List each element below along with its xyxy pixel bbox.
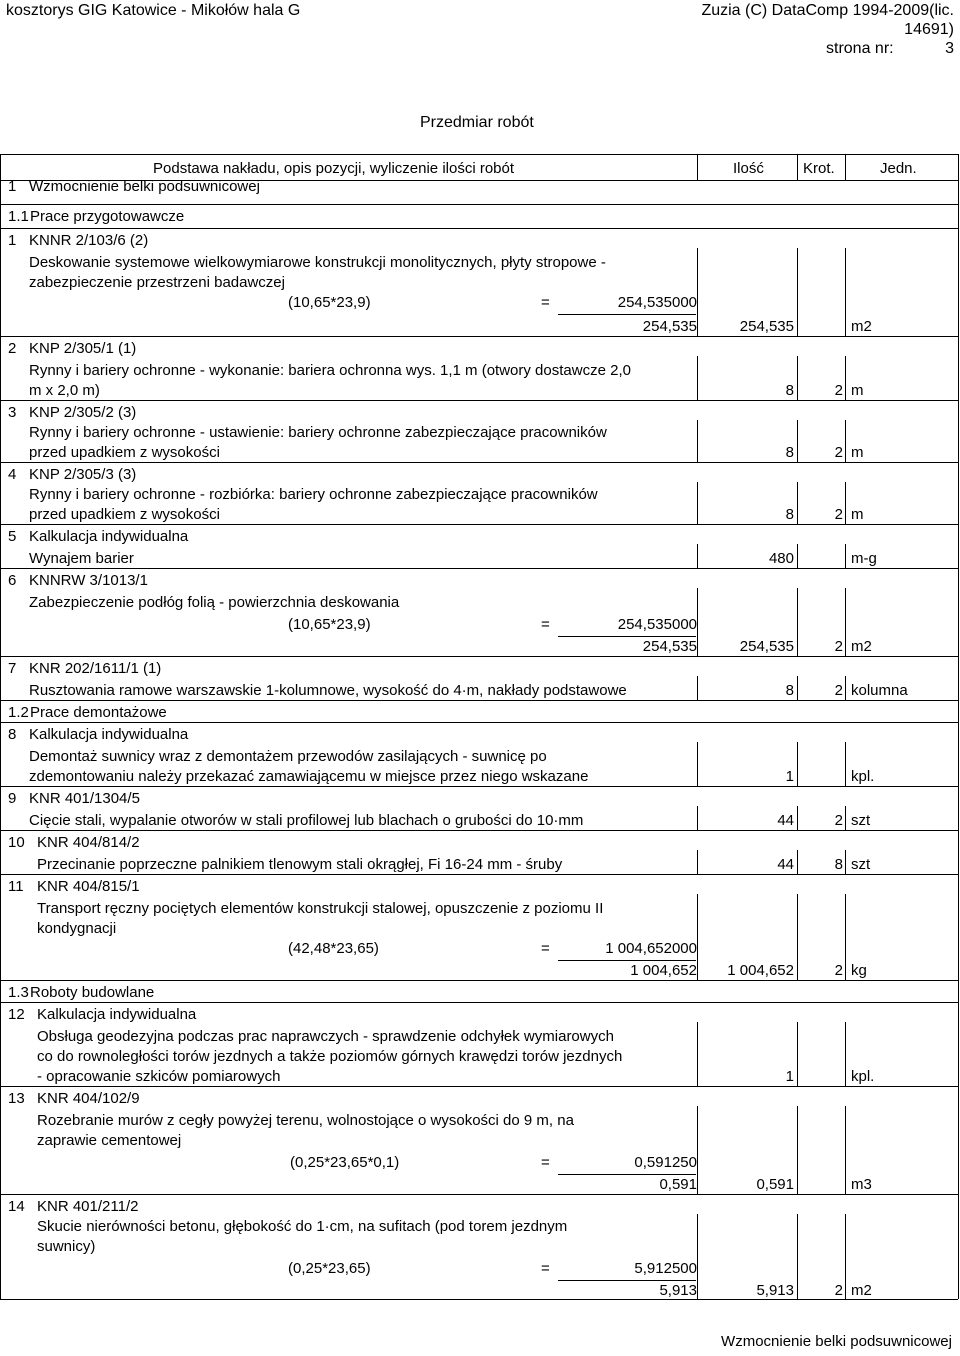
item-number: 2 [8,340,17,357]
item-description: przed upadkiem z wysokości [29,506,220,523]
item-description: Deskowanie systemowe wielkowymiarowe konstrukcji monolitycznych, płyty stropowe - [29,254,606,271]
subtotal-value: 5,913 [659,1282,697,1299]
rule-line [845,420,846,462]
calc-value: 5,912500 [634,1260,697,1277]
rule-line [697,248,698,336]
quantity-value: 0,591 [756,1176,794,1193]
rule-line [0,830,958,831]
rule-line [845,894,846,980]
rule-line [0,786,958,787]
calc-formula: (0,25*23,65*0,1) [290,1154,400,1171]
rule-line [0,874,958,875]
rule-line [697,1214,698,1299]
item-description: Rusztowania ramowe warszawskie 1-kolumnowe, wysokość do 4·m, nakłady podstawowe [29,682,627,699]
rule-line [797,676,798,700]
unit-value: kolumna [851,682,908,699]
rule-line [558,1280,696,1281]
calc-equals: = [541,1154,550,1171]
section-title: Prace przygotowawcze [30,208,185,225]
calc-value: 1 004,652000 [605,940,697,957]
item-description: suwnicy) [37,1238,96,1255]
rule-line [0,524,958,525]
item-description: zaprawie cementowej [37,1132,182,1149]
quantity-value: 8 [785,682,794,699]
quantity-value: 1 004,652 [727,962,794,979]
item-description: przed upadkiem z wysokości [29,444,220,461]
rule-line [797,588,798,656]
item-description: Rynny i bariery ochronne - wykonanie: bariera ochronna wys. 1,1 m (otwory dostawcze 2,0 [29,362,631,379]
rule-line [558,636,696,637]
rule-line [797,544,798,568]
rule-line [845,742,846,786]
item-basis: KNR 404/814/2 [37,834,140,851]
rule-line [697,356,698,400]
unit-value: kpl. [851,768,875,785]
multiplier-value: 2 [834,382,843,399]
item-number: 3 [8,404,17,421]
section-number: 1.3 [8,984,29,1001]
quantity-value: 44 [777,856,794,873]
item-basis: KNP 2/305/3 (3) [29,466,137,483]
item-description: Transport ręczny pociętych elementów konstrukcji stalowej, opuszczenie z poziomu II [37,900,604,917]
section-title: Roboty budowlane [30,984,155,1001]
page-number: 3 [945,40,954,57]
rule-line [845,850,846,874]
header-license: Zuzia (C) DataComp 1994-2009(lic. [701,2,954,19]
rule-line [845,588,846,656]
rule-line [0,656,958,657]
item-basis: KNNRW 3/1013/1 [29,572,148,589]
column-header-description: Podstawa nakładu, opis pozycji, wyliczenie ilości robót [153,160,515,177]
rule-line [697,894,698,980]
calc-equals: = [541,616,550,633]
rule-line [845,1214,846,1299]
calc-formula: (0,25*23,65) [288,1260,371,1277]
calc-formula: (10,65*23,9) [288,616,371,633]
unit-value: m2 [851,638,872,655]
multiplier-value: 2 [834,682,843,699]
header-doc-title: kosztorys GIG Katowice - Mikołów hala G [6,2,301,19]
rule-line [845,356,846,400]
item-description: Cięcie stali, wypalanie otworów w stali profilowej lub blachach o grubości do 10·mm [29,812,584,829]
item-description: Skucie nierówności betonu, głębokość do 1·cm, na sufitach (pod torem jezdnym [37,1218,568,1235]
rule-line [697,742,698,786]
rule-line [797,806,798,830]
rule-line [697,588,698,656]
subtotal-value: 254,535 [642,318,697,335]
rule-line [797,248,798,336]
rule-line [697,850,698,874]
quantity-value: 480 [768,550,794,567]
calc-equals: = [541,1260,550,1277]
item-number: 14 [8,1198,25,1215]
section-title: Prace demontażowe [30,704,167,721]
calc-equals: = [541,940,550,957]
multiplier-value: 2 [834,638,843,655]
quantity-value: 1 [785,768,794,785]
item-description: - opracowanie szkiców pomiarowych [37,1068,281,1085]
rule-line [845,248,846,336]
multiplier-value: 2 [834,1282,843,1299]
item-description: Rynny i bariery ochronne - rozbiórka: bariery ochronne zabezpieczające pracowników [29,486,598,503]
item-description: zdemontowaniu należy przekazać zamawiającemu w miejsce przez niego wskazane [29,768,589,785]
item-description: Przecinanie poprzeczne palnikiem tlenowym stali okrągłej, Fi 16-24 mm - śruby [37,856,563,873]
rule-line [0,700,958,701]
item-basis: KNNR 2/103/6 (2) [29,232,149,249]
item-basis: KNR 404/815/1 [37,878,140,895]
rule-line [797,356,798,400]
item-number: 11 [8,878,24,895]
rule-line [797,1106,798,1194]
item-number: 5 [8,528,17,545]
page-footer: Wzmocnienie belki podsuwnicowej [721,1333,952,1350]
item-number: 6 [8,572,17,589]
rule-line [697,806,698,830]
subtotal-value: 254,535 [642,638,697,655]
rule-line [797,482,798,524]
item-basis: KNP 2/305/2 (3) [29,404,137,421]
rule-line [0,204,958,205]
rule-line [0,400,958,401]
rule-line [0,722,958,723]
subtotal-value: 1 004,652 [630,962,697,979]
column-header-krot: Krot. [803,160,835,177]
item-basis: Kalkulacja indywidualna [37,1006,197,1023]
calc-equals: = [541,294,550,311]
rule-line [797,850,798,874]
unit-value: kpl. [851,1068,875,1085]
rule-line [558,314,696,315]
rule-line [0,1086,958,1087]
rule-line [797,1214,798,1299]
multiplier-value: 2 [834,444,843,461]
item-basis: Kalkulacja indywidualna [29,726,189,743]
item-number: 4 [8,466,17,483]
calc-value: 254,535000 [617,294,697,311]
calc-formula: (42,48*23,65) [288,940,379,957]
item-number: 1 [8,232,17,249]
item-description: Demontaż suwnicy wraz z demontażem przewodów zasilających - suwnicę po [29,748,547,765]
unit-value: m2 [851,318,872,335]
quantity-value: 8 [785,444,794,461]
rule-line [697,544,698,568]
rule-line [0,1194,958,1195]
item-description: m x 2,0 m) [29,382,100,399]
unit-value: szt [851,812,871,829]
rule-line [845,676,846,700]
multiplier-value: 2 [834,962,843,979]
rule-line [0,462,958,463]
item-description: Obsługa geodezyjna podczas prac naprawczych - sprawdzenie odchyłek wymiarowych [37,1028,614,1045]
calc-value: 0,591250 [634,1154,697,1171]
item-basis: Wzmocnienie belki podsuwnicowej [29,178,260,195]
section-number: 1.2 [8,704,29,721]
page-number-label: strona nr: [826,40,894,57]
item-basis: KNP 2/305/1 (1) [29,340,137,357]
item-description: zabezpieczenie przestrzeni badawczej [29,274,285,291]
rule-line [845,806,846,830]
header-license-number: 14691) [904,21,954,38]
rule-line [797,742,798,786]
rule-line [845,1106,846,1194]
quantity-value: 8 [785,506,794,523]
rule-line [697,482,698,524]
unit-value: kg [851,962,867,979]
quantity-value: 5,913 [756,1282,794,1299]
rule-line [0,568,958,569]
quantity-value: 8 [785,382,794,399]
unit-value: m [851,444,864,461]
item-basis: KNR 202/1611/1 (1) [29,660,162,677]
column-header-qty: Ilość [733,160,764,177]
item-description: Rynny i bariery ochronne - ustawienie: bariery ochronne zabezpieczające pracowników [29,424,607,441]
quantity-value: 254,535 [739,318,794,335]
item-description: Zabezpieczenie podłóg folią - powierzchnia deskowania [29,594,400,611]
calc-formula: (10,65*23,9) [288,294,371,311]
multiplier-value: 8 [834,856,843,873]
item-basis: KNR 401/1304/5 [29,790,140,807]
rule-line [845,544,846,568]
rule-line [845,1022,846,1086]
item-number: 9 [8,790,17,807]
calc-value: 254,535000 [617,616,697,633]
rule-line [0,980,958,981]
page-title: Przedmiar robót [420,114,534,131]
item-basis: Kalkulacja indywidualna [29,528,189,545]
rule-line [558,960,696,961]
item-number: 8 [8,726,17,743]
item-basis: KNR 401/211/2 [37,1198,139,1215]
rule-line [697,420,698,462]
rule-line [558,1174,696,1175]
rule-line [797,894,798,980]
unit-value: m [851,382,864,399]
rule-line [697,1022,698,1086]
multiplier-value: 2 [834,812,843,829]
rule-line [0,228,958,229]
quantity-value: 44 [777,812,794,829]
item-description: kondygnacji [37,920,117,937]
item-number: 10 [8,834,25,851]
rule-line [697,676,698,700]
rule-line [0,336,958,337]
unit-value: m3 [851,1176,872,1193]
item-number: 13 [8,1090,25,1107]
unit-value: m2 [851,1282,872,1299]
unit-value: m-g [851,550,877,567]
item-description: Wynajem barier [29,550,134,567]
item-number: 1 [8,178,17,195]
multiplier-value: 2 [834,506,843,523]
item-description: co do rownoległości torów jezdnych a także poziomów górnych krawędzi torów jezdnych [37,1048,623,1065]
item-description: Rozebranie murów z cegły powyżej terenu, wolnostojące o wysokości do 9 m, na [37,1112,574,1129]
item-basis: KNR 404/102/9 [37,1090,140,1107]
item-number: 12 [8,1006,25,1023]
unit-value: szt [851,856,871,873]
rule-line [845,482,846,524]
column-header-unit: Jedn. [880,160,917,177]
rule-line [797,1022,798,1086]
quantity-value: 1 [785,1068,794,1085]
section-number: 1.1 [8,208,29,225]
rule-line [797,420,798,462]
rule-line [0,1002,958,1003]
quantity-value: 254,535 [739,638,794,655]
rule-line [697,1106,698,1194]
item-number: 7 [8,660,17,677]
subtotal-value: 0,591 [659,1176,697,1193]
unit-value: m [851,506,864,523]
